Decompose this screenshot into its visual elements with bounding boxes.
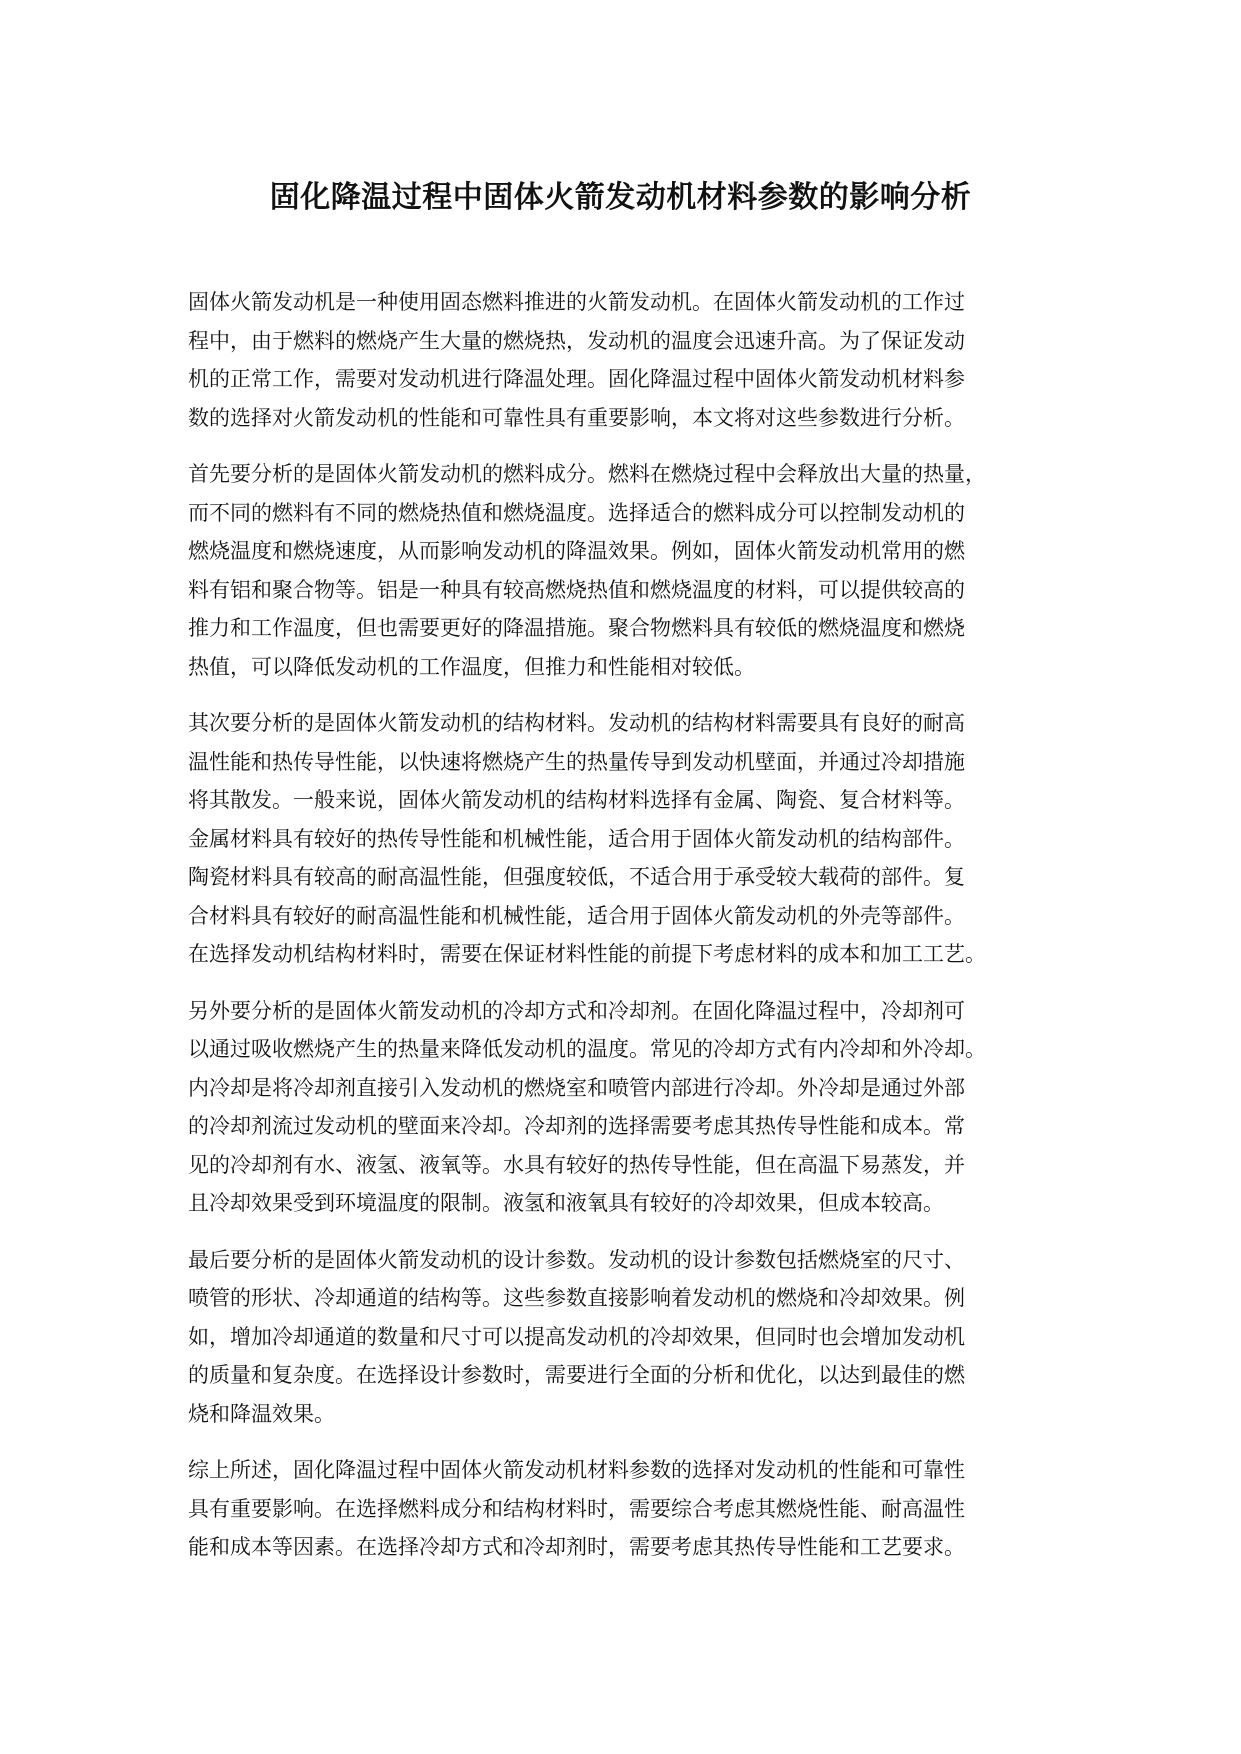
- document-title: 固化降温过程中固体火箭发动机材料参数的影响分析: [269, 180, 972, 215]
- text-line: 在选择发动机结构材料时，需要在保证材料性能的前提下考虑材料的成本和加工工艺。: [188, 942, 986, 966]
- text-line: 具有重要影响。在选择燃料成分和结构材料时，需要综合考虑其燃烧性能、耐高温性: [188, 1496, 965, 1521]
- text-line: 见的冷却剂有水、液氢、液氧等。水具有较好的热传导性能，但在高温下易蒸发，并: [188, 1152, 965, 1177]
- paragraph-fuel: [188, 455, 1068, 686]
- text-line: 燃烧温度和燃烧速度，从而影响发动机的降温效果。例如，固体火箭发动机常用的燃: [188, 539, 965, 563]
- text-line: 烧和降温效果。: [188, 1401, 335, 1426]
- paragraph-structure: [188, 704, 1068, 974]
- text-line: 以通过吸收燃烧产生的热量来降低发动机的温度。常见的冷却方式有内冷却和外冷却。: [188, 1037, 986, 1061]
- text-line: 数的选择对火箭发动机的性能和可靠性具有重要影响，本文将对这些参数进行分析。: [188, 405, 965, 430]
- text-line: 的冷却剂流过发动机的壁面来冷却。冷却剂的选择需要考虑其热传导性能和成本。常: [188, 1114, 965, 1138]
- text-line: 合材料具有较好的耐高温性能和机械性能，适合用于固体火箭发动机的外壳等部件。: [188, 903, 965, 928]
- text-line: 陶瓷材料具有较高的耐高温性能，但强度较低，不适合用于承受较大载荷的部件。复: [188, 865, 965, 889]
- text-line: 推力和工作温度，但也需要更好的降温措施。聚合物燃料具有较低的燃烧温度和燃烧: [188, 616, 965, 640]
- text-line: 首先要分析的是固体火箭发动机的燃料成分。燃料在燃烧过程中会释放出大量的热量，: [188, 462, 986, 486]
- text-line: 内冷却是将冷却剂直接引入发动机的燃烧室和喷管内部进行冷却。外冷却是通过外部: [188, 1075, 965, 1100]
- text-line: 最后要分析的是固体火箭发动机的设计参数。发动机的设计参数包括燃烧室的尺寸、: [188, 1247, 965, 1272]
- text-line: 金属材料具有较好的热传导性能和机械性能，适合用于固体火箭发动机的结构部件。: [188, 826, 965, 851]
- text-line: 固体火箭发动机是一种使用固态燃料推进的火箭发动机。在固体火箭发动机的工作过: [188, 290, 965, 314]
- text-line: 喷管的形状、冷却通道的结构等。这些参数直接影响着发动机的燃烧和冷却效果。例: [188, 1286, 965, 1310]
- text-line: 且冷却效果受到环境温度的限制。液氢和液氧具有较好的冷却效果，但成本较高。: [188, 1191, 944, 1215]
- text-line: 机的正常工作，需要对发动机进行降温处理。固化降温过程中固体火箭发动机材料参: [188, 367, 965, 391]
- paragraph-cooling: [188, 992, 1068, 1223]
- paragraph-intro: [188, 283, 1068, 437]
- text-line: 热值，可以降低发动机的工作温度，但推力和性能相对较低。: [188, 654, 755, 679]
- text-line: 能和成本等因素。在选择冷却方式和冷却剂时，需要考虑其热传导性能和工艺要求。: [188, 1535, 965, 1559]
- text-line: 温性能和热传导性能，以快速将燃烧产生的热量传导到发动机壁面，并通过冷却措施: [188, 749, 965, 774]
- paragraph-design: [188, 1241, 1068, 1434]
- text-line: 程中，由于燃料的燃烧产生大量的燃烧热，发动机的温度会迅速升高。为了保证发动: [188, 328, 965, 353]
- text-line: 将其散发。一般来说，固体火箭发动机的结构材料选择有金属、陶瓷、复合材料等。: [188, 788, 965, 812]
- text-line: 而不同的燃料有不同的燃烧热值和燃烧温度。选择适合的燃料成分可以控制发动机的: [188, 500, 965, 525]
- text-line: 另外要分析的是固体火箭发动机的冷却方式和冷却剂。在固化降温过程中，冷却剂可: [188, 998, 965, 1023]
- text-line: 综上所述，固化降温过程中固体火箭发动机材料参数的选择对发动机的性能和可靠性: [188, 1458, 965, 1482]
- text-line: 其次要分析的是固体火箭发动机的结构材料。发动机的结构材料需要具有良好的耐高: [188, 711, 965, 735]
- text-line: 料有铝和聚合物等。铝是一种具有较高燃烧热值和燃烧温度的材料，可以提供较高的: [188, 577, 965, 602]
- text-line: 的质量和复杂度。在选择设计参数时，需要进行全面的分析和优化，以达到最佳的燃: [188, 1363, 965, 1387]
- paragraph-conclusion: [188, 1451, 1068, 1567]
- text-line: 如，增加冷却通道的数量和尺寸可以提高发动机的冷却效果，但同时也会增加发动机: [188, 1324, 965, 1349]
- document-body: [188, 283, 1068, 1585]
